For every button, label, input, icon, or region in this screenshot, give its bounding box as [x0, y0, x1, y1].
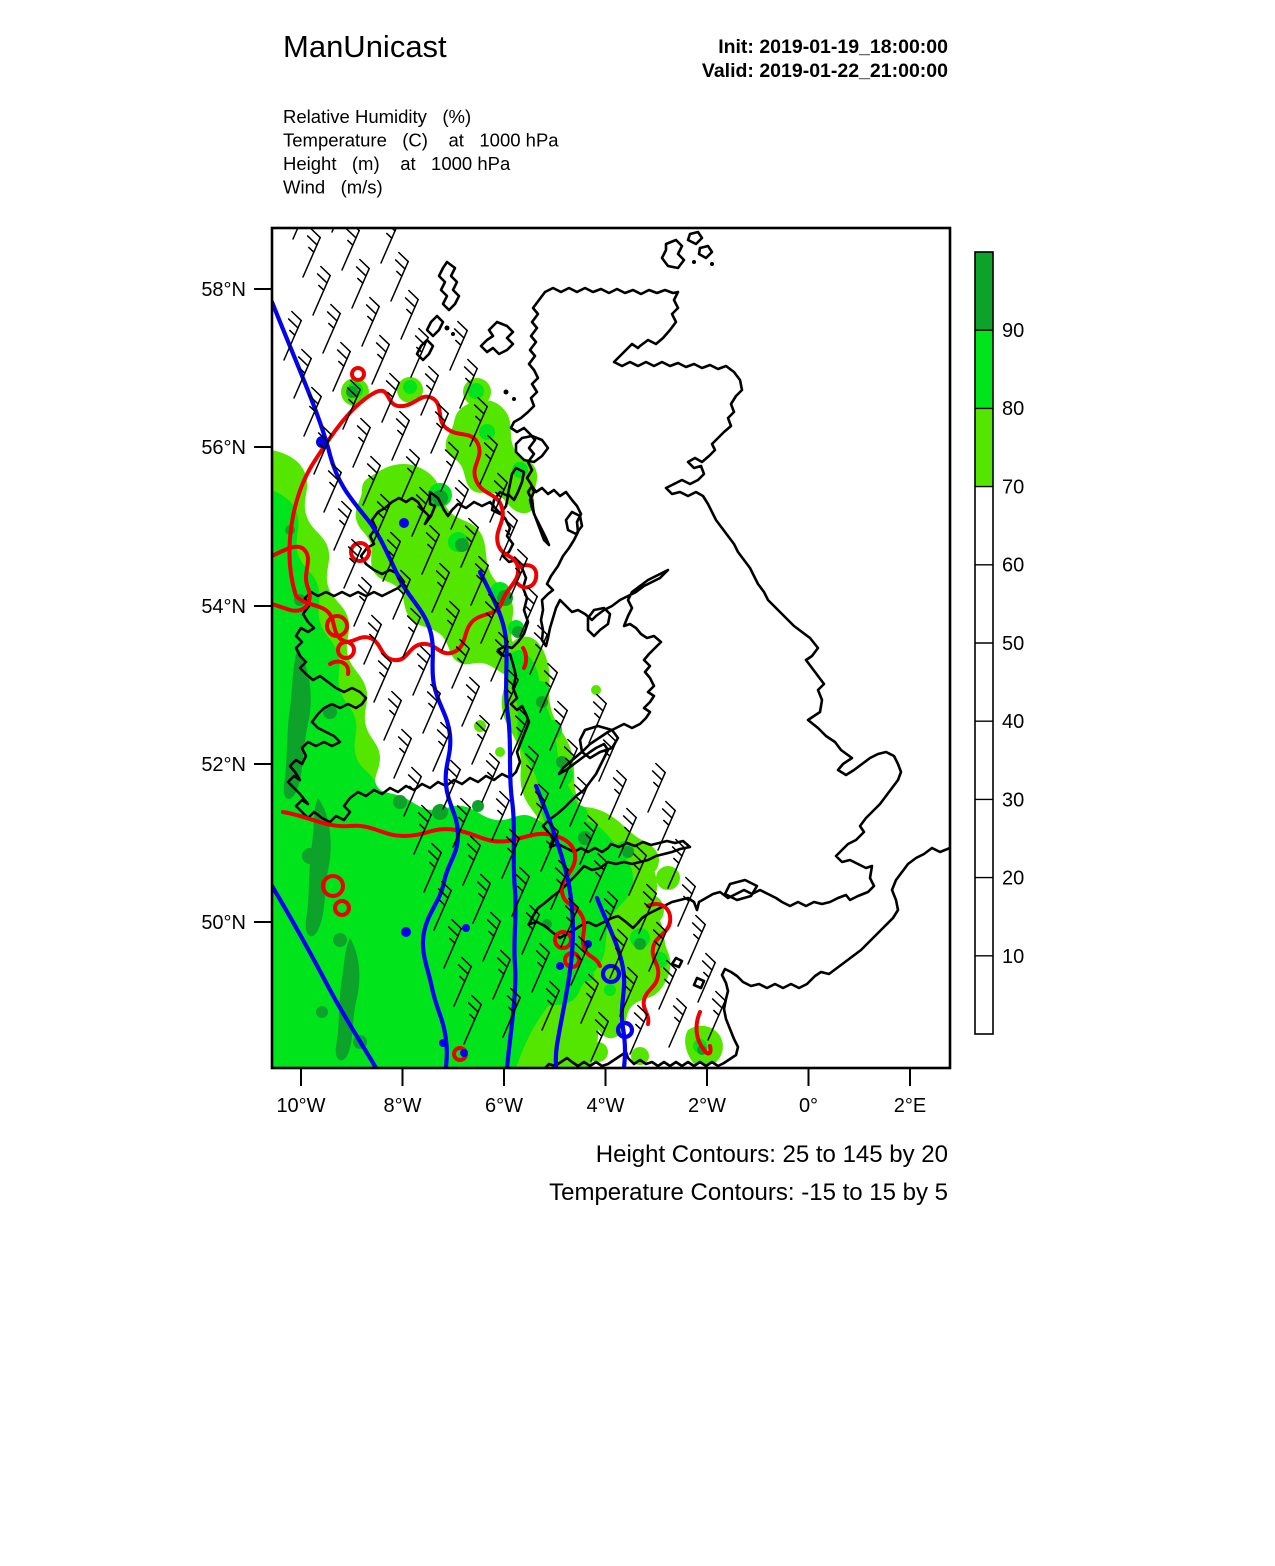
y-tick-50n: 50°N: [201, 912, 246, 934]
colorbar-label-30: 30: [1002, 789, 1025, 812]
x-tick-2e: 2°E: [893, 1095, 927, 1117]
valid-time-label: Valid: 2019-01-22_21:00:00: [701, 60, 948, 82]
variable-line-temp: Temperature (C) at 1000 hPa: [283, 129, 559, 151]
map-area: [272, 184, 950, 1069]
x-tick-6w: 6°W: [485, 1095, 523, 1117]
x-tick-0: 0°: [798, 1095, 819, 1117]
y-tick-52n: 52°N: [201, 754, 246, 776]
colorbar: [975, 252, 1024, 1034]
x-tick-4w: 4°W: [586, 1095, 625, 1117]
colorbar-label-20: 20: [1002, 867, 1025, 890]
x-tick-2w: 2°W: [688, 1095, 726, 1117]
colorbar-label-10: 10: [1002, 946, 1025, 968]
height-contour-caption: Height Contours: 25 to 145 by 20: [595, 1141, 948, 1168]
x-tick-10w: 10°W: [276, 1095, 326, 1117]
variable-line-rh: Relative Humidity (%): [283, 106, 472, 127]
variable-line-height: Height (m) at 1000 hPa: [283, 153, 511, 174]
colorbar-seg-70-80: [975, 408, 993, 486]
page-title: ManUnicast: [283, 29, 447, 64]
colorbar-label-40: 40: [1002, 711, 1025, 733]
y-tick-58n: 58°N: [201, 279, 246, 301]
x-axis: [276, 1068, 926, 1117]
colorbar-label-50: 50: [1002, 633, 1025, 655]
colorbar-label-80: 80: [1002, 398, 1025, 420]
colorbar-label-70: 70: [1002, 476, 1025, 499]
x-tick-8w: 8°W: [383, 1095, 422, 1117]
colorbar-label-60: 60: [1002, 554, 1025, 577]
variable-line-wind: Wind (m/s): [283, 176, 383, 198]
y-axis: [201, 279, 272, 934]
y-tick-56n: 56°N: [201, 437, 246, 459]
y-tick-54n: 54°N: [201, 596, 246, 618]
colorbar-seg-80-90: [975, 330, 993, 408]
colorbar-label-90: 90: [1002, 320, 1025, 342]
temperature-contour-caption: Temperature Contours: -15 to 15 by 5: [549, 1179, 948, 1206]
colorbar-seg-90-100: [975, 252, 993, 330]
init-time-label: Init: 2019-01-19_18:00:00: [718, 36, 948, 58]
